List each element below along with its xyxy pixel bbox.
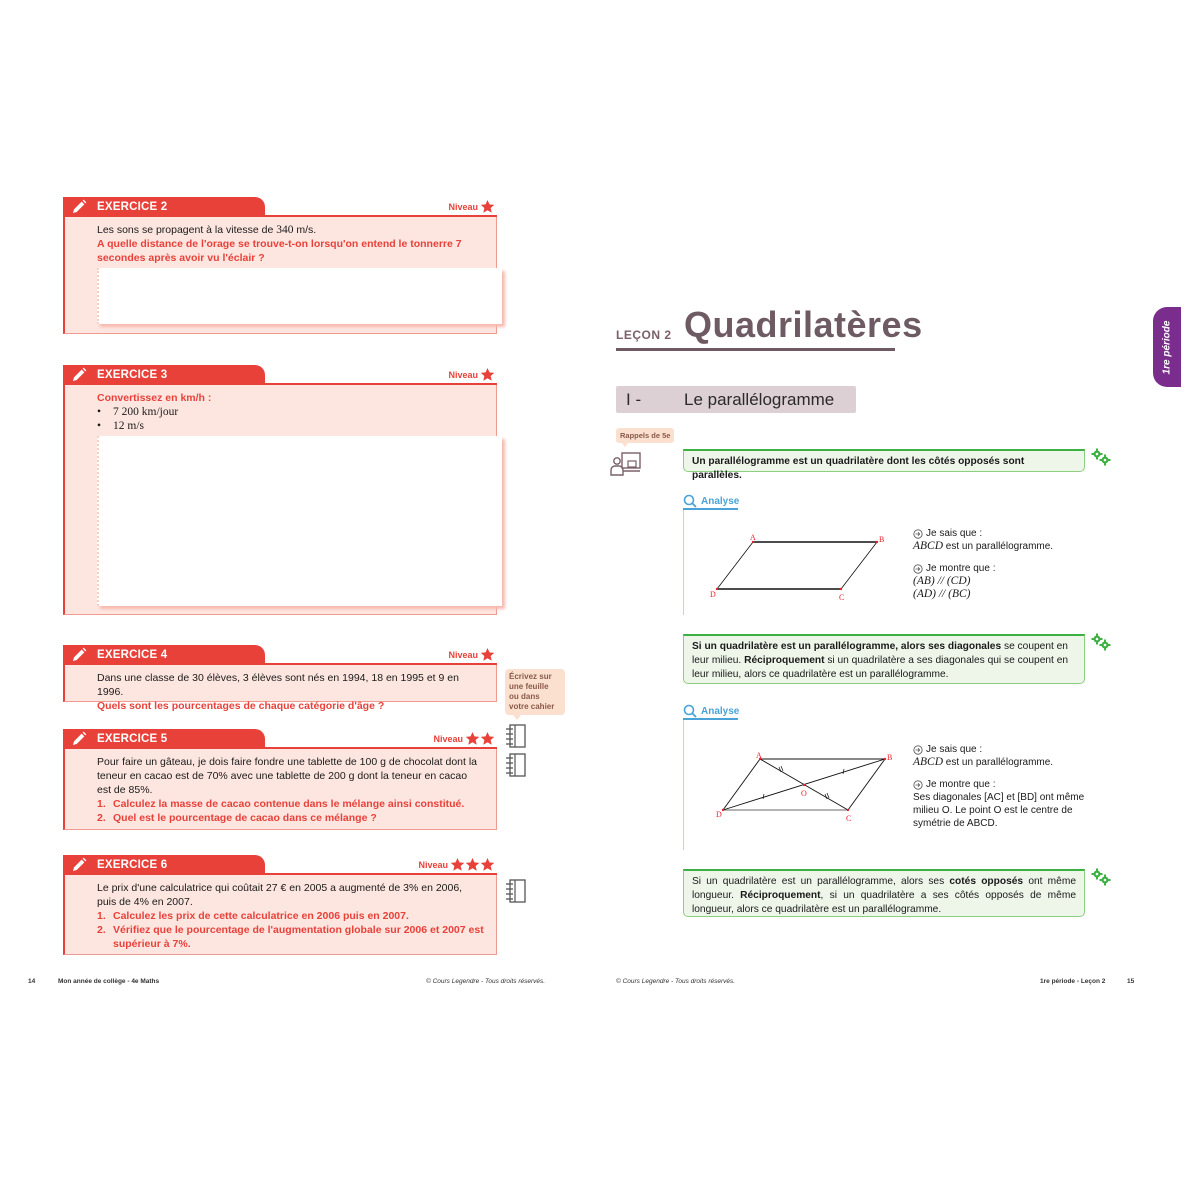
pencil-icon <box>71 367 87 383</box>
exercise-title: EXERCICE 3 <box>97 369 168 381</box>
niveau-label: Niveau <box>448 201 478 212</box>
lesson-title: Quadrilatères <box>684 304 923 345</box>
exercise-2 <box>63 197 497 334</box>
exercise-6 <box>63 855 497 955</box>
lesson-label: LEÇON 2 <box>616 328 672 342</box>
svg-text:A: A <box>750 533 756 542</box>
analyse-heading: Analyse <box>683 704 739 718</box>
analyse-rule <box>683 720 684 850</box>
right-page <box>600 0 1200 1200</box>
exercise-statement: Dans une classe de 30 élèves, 3 élèves sont nés en 1994, 18 en 1995 et 9 en 1996. <box>97 672 459 698</box>
notebook-icon <box>505 879 527 903</box>
footer-section: 1re période - Leçon 2 <box>1040 978 1106 985</box>
notebook-icon <box>505 753 527 777</box>
svg-text:C: C <box>846 814 852 823</box>
analyse-heading: Analyse <box>683 494 739 508</box>
definition-box: Si un quadrilatère est un parallélogramme, alors ses diagonales se coupent en leur milieu. Réciproquement si un quadrilatère a ses diagonales qui se coupent en leur milieu, alors ce quadrilatère est un parallélogramme. <box>683 634 1085 684</box>
page-number: 15 <box>1127 978 1135 985</box>
exercise-title: EXERCICE 2 <box>97 201 168 213</box>
pencil-icon <box>71 857 87 873</box>
book-title: Mon année de collège - 4e Maths <box>58 978 160 985</box>
difficulty-level <box>448 199 495 214</box>
exercise-statement: Les sons se propagent à la vitesse de 340 m/s. <box>97 224 317 236</box>
pencil-icon <box>71 199 87 215</box>
star-icon <box>480 199 495 214</box>
question-list <box>97 797 484 825</box>
exercise-5 <box>63 729 497 830</box>
exercise-question: Convertissez en km/h : <box>97 392 212 404</box>
exercise-tab <box>63 729 265 749</box>
gears-icon <box>1091 868 1111 886</box>
periode-tab[interactable]: 1re période <box>1153 307 1181 387</box>
arrow-circle-icon <box>913 564 923 574</box>
title-underline <box>616 348 895 351</box>
difficulty-level <box>448 367 495 382</box>
answer-area[interactable] <box>97 268 502 324</box>
difficulty-level <box>418 857 495 872</box>
definition-box: Si un quadrilatère est un parallélogramme, alors ses cotés opposés ont même longueur. Réciproquement, si un quadrilatère a ses côtés opposés de même longueur, alors ce quadrilatère est un parallélogramme. <box>683 869 1085 917</box>
svg-text:B: B <box>879 535 885 544</box>
svg-text:D: D <box>716 810 722 819</box>
notebook-icon <box>505 724 527 748</box>
svg-text:A: A <box>756 751 762 760</box>
exercise-4 <box>63 645 497 712</box>
exercise-title: EXERCICE 6 <box>97 859 168 871</box>
difficulty-level <box>433 731 495 746</box>
difficulty-level <box>448 647 495 662</box>
note-bubble: Écrivez sur une feuille ou dans votre cahier <box>505 669 565 715</box>
exercise-tab <box>63 197 265 217</box>
gears-icon <box>1091 448 1111 466</box>
star-icon <box>480 647 495 662</box>
arrow-circle-icon <box>913 780 923 790</box>
analyse-reasoning: Je sais que : ABCD est un parallélogramme. Je montre que : Ses diagonales [AC] et [BD] ont même milieu O. Le point O est le centre de symétrie de ABCD. <box>913 744 1085 829</box>
page-number: 14 <box>28 978 36 985</box>
exercise-question: Quels sont les pourcentages de chaque catégorie d'âge ? <box>97 700 385 712</box>
exercise-tab <box>63 365 265 385</box>
pencil-icon <box>71 731 87 747</box>
analyse-rule <box>683 510 684 615</box>
list-item: 1. Calculez la masse de cacao contenue dans le mélange ainsi constitué. <box>97 798 465 810</box>
svg-text:O: O <box>801 789 807 798</box>
parallelogram-figure <box>705 530 895 605</box>
exercise-statement: Le prix d'une calculatrice qui coûtait 27 € en 2005 a augmenté de 3% en 2006, puis de 4% en 2007. <box>97 882 463 908</box>
exercise-title: EXERCICE 5 <box>97 733 168 745</box>
analyse-reasoning: Je sais que : ABCD est un parallélogramme. Je montre que : (AB) // (CD) (AD) // (BC) <box>913 528 1054 600</box>
copyright: © Cours Legendre - Tous droits réservés. <box>616 978 736 985</box>
svg-text:B: B <box>887 753 893 762</box>
copyright: © Cours Legendre - Tous droits réservés. <box>426 978 546 985</box>
svg-text:D: D <box>710 590 716 599</box>
list-item: 2. Quel est le pourcentage de cacao dans ce mélange ? <box>97 812 377 824</box>
pencil-icon <box>71 647 87 663</box>
exercise-statement: Pour faire un gâteau, je dois faire fondre une tablette de 100 g de chocolat dont la teneur en cacao est de 70% avec une tablette de 200 g dont la teneur en cacao est de 85%. <box>97 756 478 796</box>
arrow-circle-icon <box>913 745 923 755</box>
answer-area[interactable] <box>97 436 502 606</box>
star-icon <box>480 731 495 746</box>
star-icon <box>465 857 480 872</box>
niveau-label: Niveau <box>448 369 478 380</box>
arrow-circle-icon <box>913 529 923 539</box>
magnifier-icon <box>683 494 697 508</box>
magnifier-icon <box>683 704 697 718</box>
section-heading: I - Le parallélogramme <box>616 386 856 413</box>
question-list <box>97 909 484 951</box>
star-icon <box>480 367 495 382</box>
niveau-label: Niveau <box>418 859 448 870</box>
star-icon <box>450 857 465 872</box>
star-icon <box>480 857 495 872</box>
gears-icon <box>1091 633 1111 651</box>
parallelogram-diagonals-figure <box>713 750 898 825</box>
niveau-label: Niveau <box>433 733 463 744</box>
star-icon <box>465 731 480 746</box>
list-item: 1. Calculez les prix de cette calculatrice en 2006 puis en 2007. <box>97 910 409 922</box>
niveau-label: Niveau <box>448 649 478 660</box>
svg-text:C: C <box>839 593 845 602</box>
exercise-question: A quelle distance de l'orage se trouve-t-on lorsqu'on entend le tonnerre 7 secondes après avoir vu l'éclair ? <box>97 238 462 264</box>
exercise-3 <box>63 365 497 615</box>
definition-box: Un parallélogramme est un quadrilatère dont les côtés opposés sont parallèles. <box>683 449 1085 472</box>
teacher-board-icon <box>610 451 642 477</box>
list-item: 2. Vérifiez que le pourcentage de l'augmentation globale sur 2006 et 2007 est supérieur à 7%. <box>97 924 484 950</box>
conversion-list <box>97 405 484 433</box>
exercise-title: EXERCICE 4 <box>97 649 168 661</box>
list-item: • 12 m/s <box>97 419 484 433</box>
list-item: • 7 200 km/jour <box>97 405 484 419</box>
exercise-tab <box>63 855 265 875</box>
exercise-tab <box>63 645 265 665</box>
rappels-badge: Rappels de 5e <box>616 428 674 443</box>
